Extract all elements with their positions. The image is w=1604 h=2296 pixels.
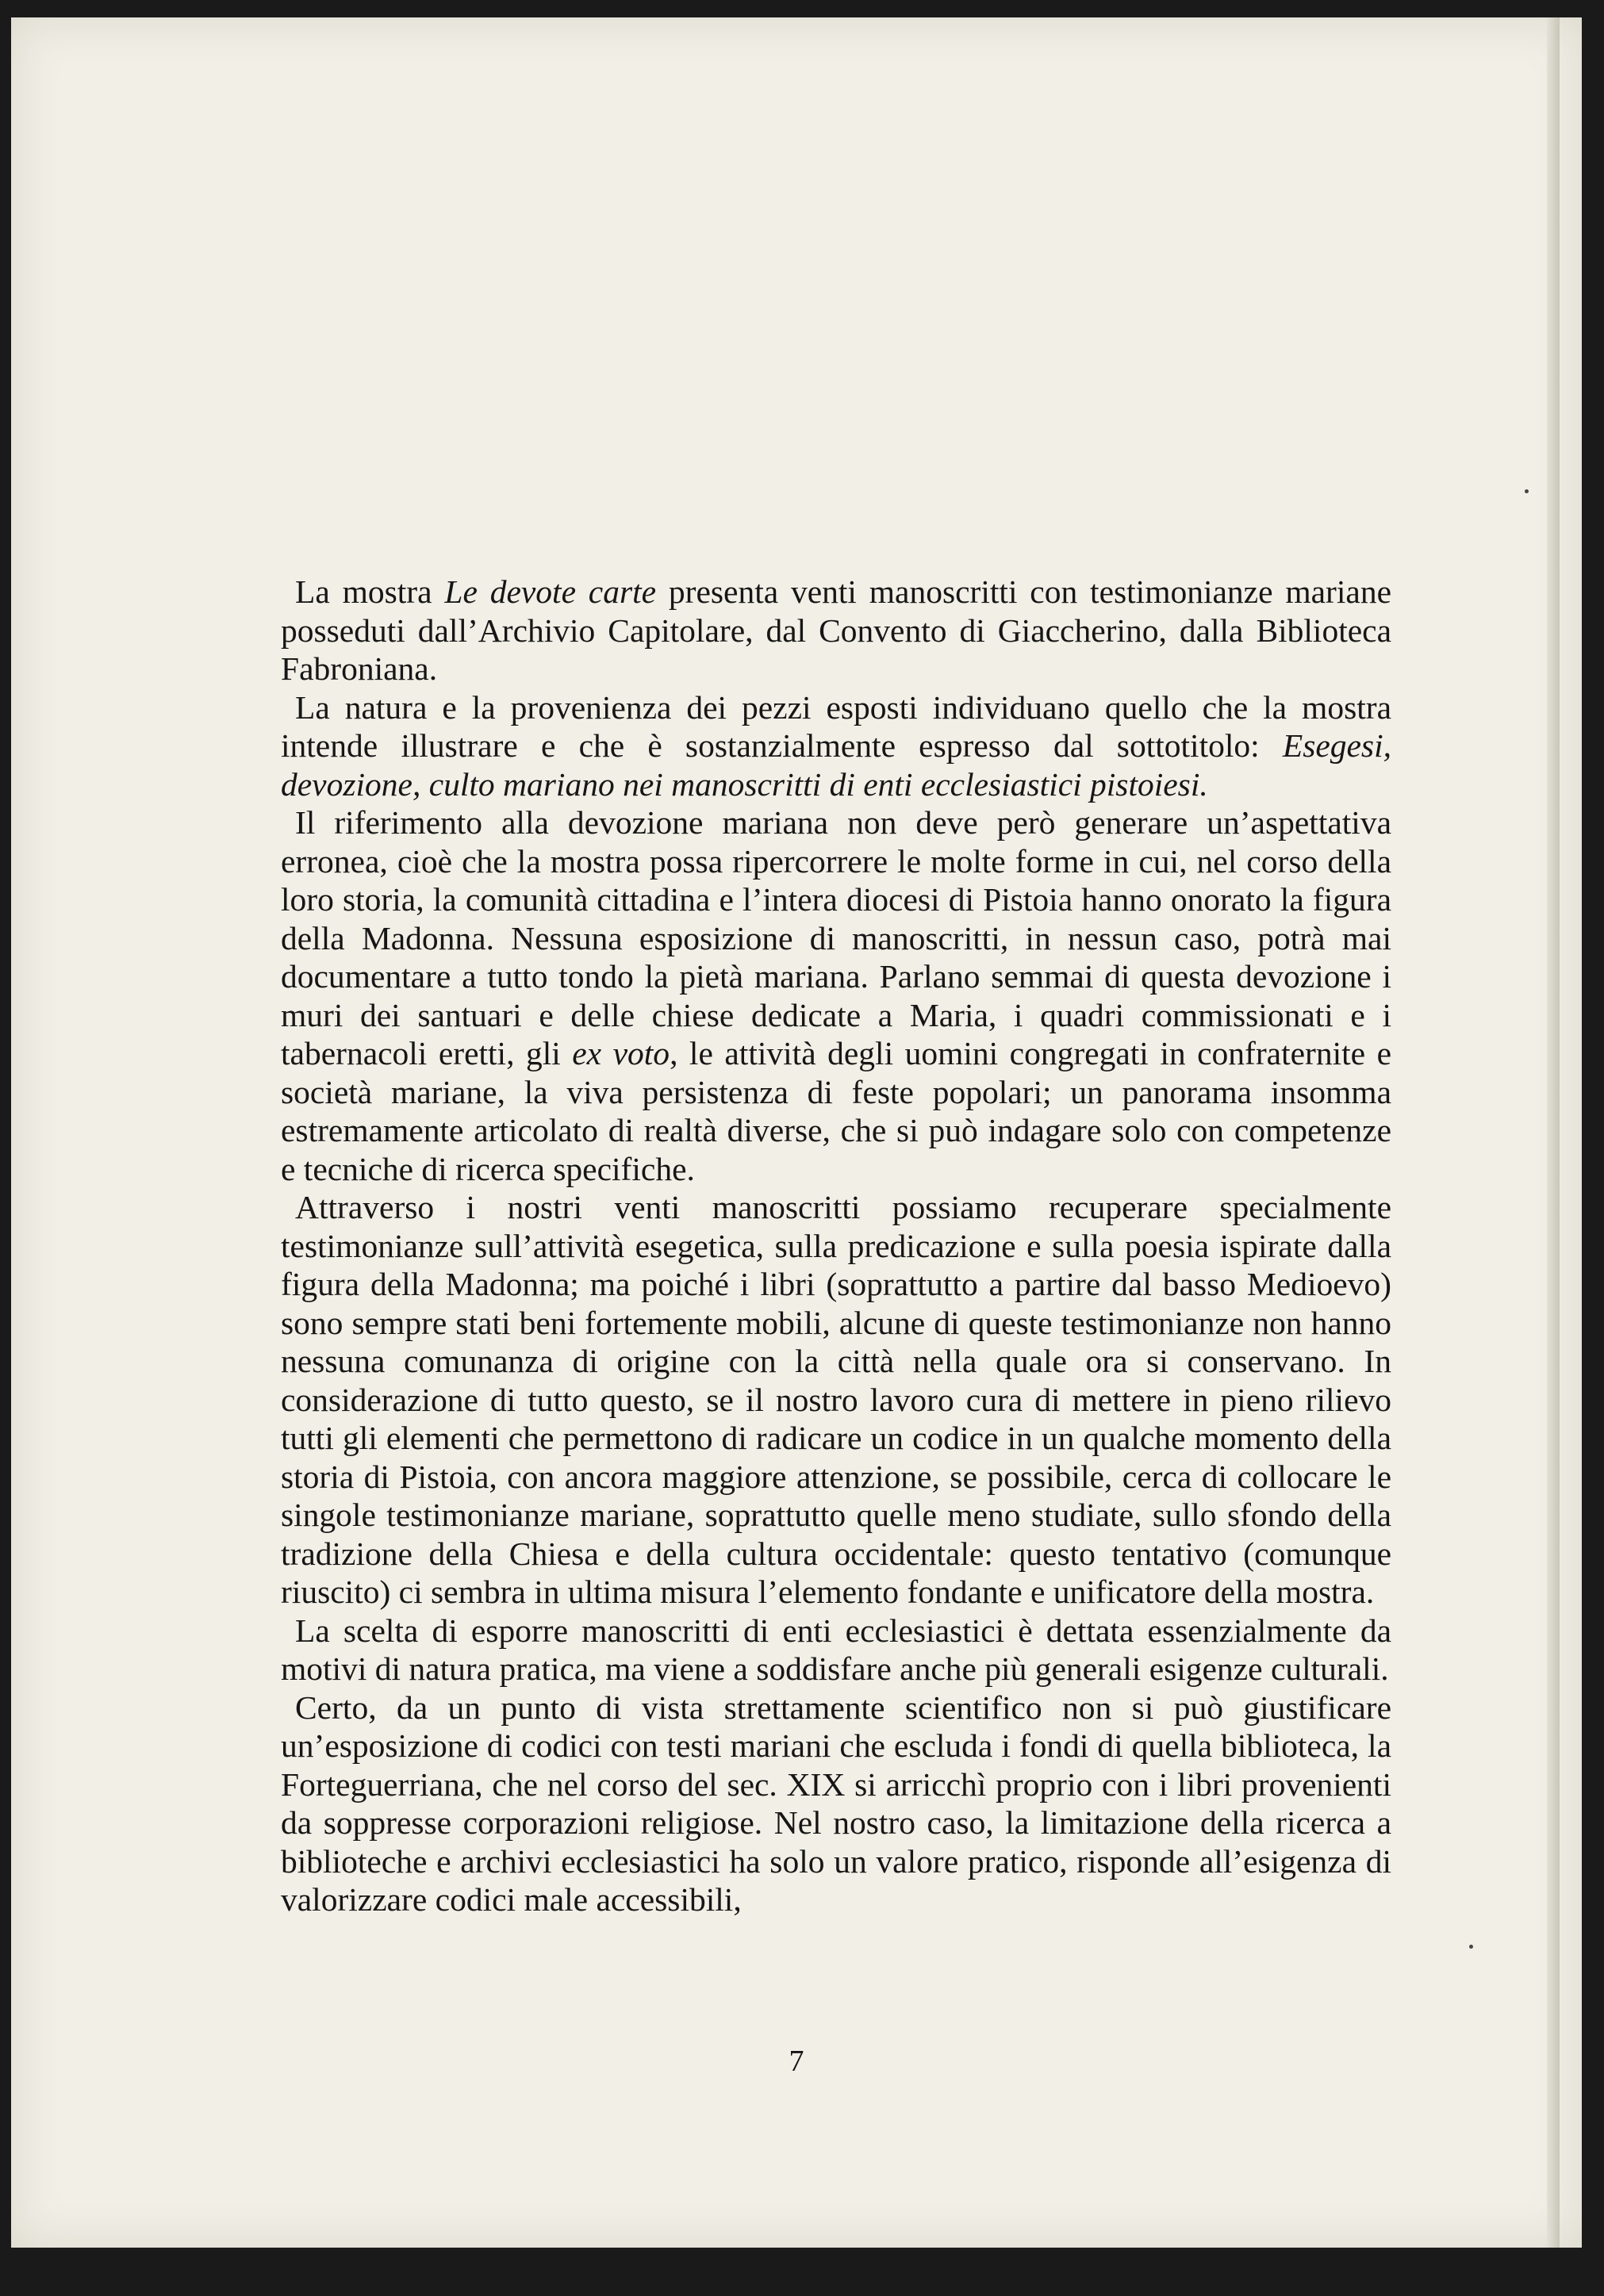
paragraph	[281, 688, 1391, 804]
text-run: La scelta di esporre manoscritti di enti ecclesiastici è dettata essenzialmente da motivi di natura pratica, ma viene a soddisfare anche più generali esigenze culturali.	[281, 1612, 1391, 1687]
paragraph	[281, 1612, 1391, 1688]
page-edge	[1547, 17, 1560, 2248]
paragraph	[281, 803, 1391, 1188]
page-number: 7	[789, 2045, 804, 2078]
italic-text: ex voto	[572, 1035, 670, 1071]
text-run: La natura e la provenienza dei pezzi esposti individuano quello che la mostra intende illustrare e che è sostanzialmente espresso dal sottotitolo:	[281, 688, 1391, 764]
paragraph	[281, 1188, 1391, 1612]
paragraph	[281, 1688, 1391, 1919]
speck	[1469, 1945, 1473, 1949]
italic-text: Le devote carte	[444, 573, 657, 610]
text-run: Il riferimento alla devozione mariana non deve però generare un’aspettativa erronea, cioè che la mostra possa ripercorrere le molte forme in cui, nel corso della loro storia, la comunità cittadina e l’intera diocesi di Pistoia hanno onorato la figura della Madonna. Nessuna esposizione di manoscritti, in nessun caso, potrà mai documentare a tutto tondo la pietà mariana. Parlano semmai di questa devozione i muri dei santuari e delle chiese dedicate a Maria, i quadri commissionati e i tabernacoli eretti, gli	[281, 804, 1391, 1071]
text-run: presenta venti manoscritti con testimonianze mariane posseduti dall’Archivio Capitolare, dal Convento di Giaccherino, dalla Biblioteca Fabroniana.	[281, 573, 1391, 687]
speck	[1525, 489, 1529, 493]
paragraph	[281, 573, 1391, 688]
text-run: Attraverso i nostri venti manoscritti possiamo recuperare specialmente testimonianze sull’attività esegetica, sulla predicazione e sulla poesia ispirate dalla figura della Madonna; ma poiché i libri (soprattutto a partire dal basso Medioevo) sono sempre stati beni fortemente mobili, alcune di queste testimonianze non hanno nessuna comunanza di origine con la città nella quale ora si conservano. In considerazione di tutto questo, se il nostro lavoro cura di mettere in pieno rilievo tutti gli elementi che permettono di radicare un codice in un qualche momento della storia di Pistoia, con ancora maggiore attenzione, se possibile, cerca di collocare le singole testimonianze mariane, soprattutto quelle meno studiate, sullo sfondo della tradizione della Chiesa e della cultura occidentale: questo tentativo (comunque riuscito) ci sembra in ultima misura l’elemento fondante e unificatore della mostra.	[281, 1189, 1391, 1610]
text-run: La mostra	[295, 573, 445, 610]
italic-text: Esegesi, devozione, culto mariano nei manoscritti di enti ecclesiastici pistoiesi.	[281, 727, 1391, 803]
text-run: , le attività degli uomini congregati in confraternite e società mariane, la viva persistenza di feste popolari; un panorama insomma estremamente articolato di realtà diverse, che si può indagare solo con competenze e tecniche di ricerca specifiche.	[281, 1035, 1391, 1187]
scanned-page	[11, 17, 1582, 2248]
body-text	[281, 573, 1391, 1919]
text-run: Certo, da un punto di vista strettamente scientifico non si può giustificare un’esposizione di codici con testi mariani che escluda i fondi di quella biblioteca, la Forteguerriana, che nel corso del sec. XIX si arricchì proprio con i libri provenienti da soppresse corporazioni religiose. Nel nostro caso, la limitazione della ricerca a biblioteche e archivi ecclesiastici ha solo un valore pratico, risponde all’esigenza di valorizzare codici male accessibili,	[281, 1688, 1391, 1918]
